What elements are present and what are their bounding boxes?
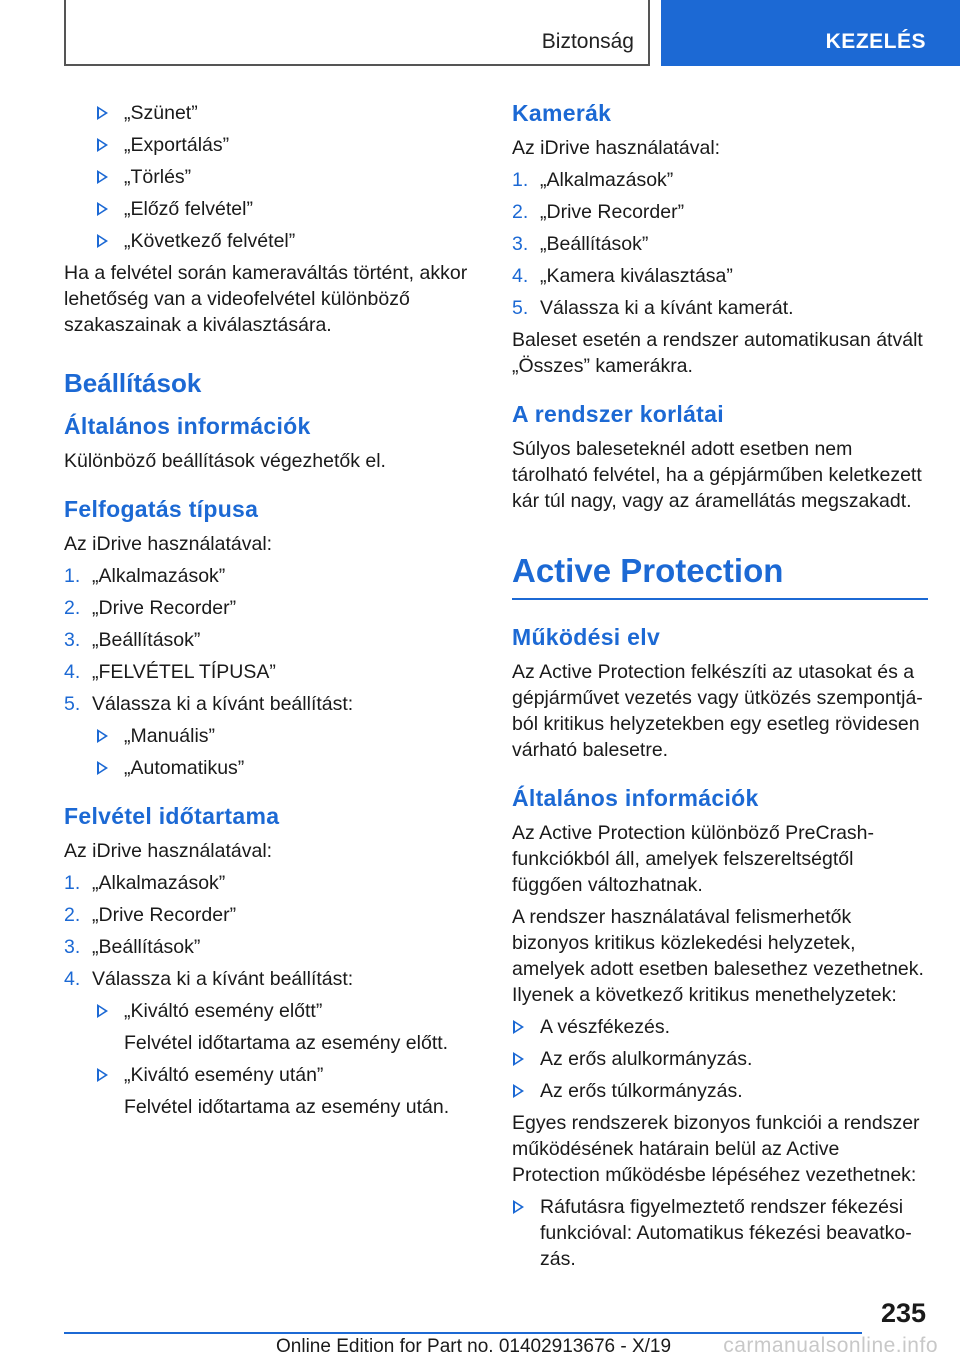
camera-switch-paragraph: Ha a felvétel során kameraváltás történt, akkor lehetőség van a videofelvétel különböző szakaszainak a kiválasztására. — [64, 262, 468, 336]
triangle-bullet-icon — [97, 1004, 108, 1018]
list-item: 1. „Alkalmazások” — [64, 872, 226, 894]
triangle-bullet-icon — [513, 1200, 524, 1214]
header-section-title: Biztonság — [541, 30, 634, 53]
triangle-bullet-icon — [513, 1084, 524, 1098]
triangle-bullet-icon — [97, 761, 108, 775]
list-item: 4. „FELVÉTEL TÍPUSA” — [64, 661, 276, 683]
list-item: 3. „Beállítások” — [64, 629, 201, 651]
triangle-bullet-icon — [97, 729, 108, 743]
left-column — [64, 100, 480, 1126]
triangle-bullet-icon — [513, 1020, 524, 1034]
list-item: „Kiváltó esemény után” Felvétel időtartama az esemény után. — [64, 1062, 480, 1120]
list-item: „Következő felvétel” — [64, 228, 480, 254]
option-note: Felvétel időtartama az esemény előtt. — [124, 1032, 449, 1054]
list-item: 4. Válassza ki a kívánt beállítást: — [64, 968, 354, 990]
list-item: „Manuális” — [64, 723, 480, 749]
header-chapter-box — [661, 0, 960, 66]
recording-type-options — [64, 723, 480, 781]
option-note: Felvétel időtartama az esemény után. — [124, 1096, 450, 1118]
triangle-bullet-icon — [513, 1052, 524, 1066]
triangle-bullet-icon — [97, 1068, 108, 1082]
settings-heading: Beállítások — [64, 368, 202, 398]
header-section-box — [64, 0, 650, 66]
recording-duration-steps — [64, 870, 480, 992]
system-limits-heading: A rendszer korlátai — [512, 401, 724, 427]
list-item: „Előző felvétel” — [64, 196, 480, 222]
recording-duration-heading: Felvétel időtartama — [64, 803, 280, 829]
list-item: Az erős túlkormányzás. — [512, 1078, 928, 1104]
recording-duration-intro: Az iDrive használatával: — [64, 840, 273, 862]
triangle-bullet-icon — [97, 106, 108, 120]
ap-general-info-paragraph-2: A rendszer használatával felismerhetők bizonyos kritikus közlekedési helyzetek, amelyek adott esetben balesethez vezethetnek. Ilyenek a következő kritikus menethelyzetek: — [512, 906, 924, 1006]
footer-edition-text: Online Edition for Part no. 01402913676 - X/19 — [276, 1336, 672, 1357]
triangle-bullet-icon — [97, 170, 108, 184]
pause-export-bullet-list — [64, 100, 480, 254]
recording-type-heading: Felfogatás típusa — [64, 496, 259, 522]
operating-principle-heading: Működési elv — [512, 624, 661, 650]
list-item: 2. „Drive Recorder” — [64, 597, 237, 619]
cameras-heading: Kamerák — [512, 100, 612, 126]
cameras-steps — [512, 167, 928, 321]
active-protection-heading: Active Protection — [512, 552, 928, 600]
triangle-bullet-icon — [97, 138, 108, 152]
ap-general-info-paragraph-1: Az Active Protection különböző PreCrash-funkciókból áll, amelyek felszereltségtől függően változhatnak. — [512, 822, 875, 896]
list-item: 4. „Kamera kiválasztása” — [512, 265, 733, 287]
list-item: 2. „Drive Recorder” — [64, 904, 237, 926]
list-item: 1. „Alkalmazások” — [512, 169, 674, 191]
list-item: „Exportálás” — [64, 132, 480, 158]
list-item: 1. „Alkalmazások” — [64, 565, 226, 587]
cameras-paragraph: Baleset esetén a rendszer automatikusan átvált „Összes” kamerákra. — [512, 329, 923, 377]
general-info-heading: Általános információk — [64, 413, 311, 439]
system-limits-paragraph: Súlyos baleseteknél adott esetben nem tárolható felvétel, ha a gépjárműben keletkezett kár túl nagy, vagy az áramellátás megszakadt. — [512, 438, 922, 512]
list-item: „Automatikus” — [64, 755, 480, 781]
triangle-bullet-icon — [97, 234, 108, 248]
list-item: 5. Válassza ki a kívánt kamerát. — [512, 297, 794, 319]
list-item: 5. Válassza ki a kívánt beállítást: — [64, 693, 354, 715]
recording-type-intro: Az iDrive használatával: — [64, 533, 273, 555]
operating-principle-paragraph: Az Active Protection felkészíti az utasokat és a gépjárművet vezetés vagy ütközés szempontjából kritikus helyzetekben egy esetleg rövidesen várható balesetre. — [512, 661, 923, 761]
ap-general-info-paragraph-3: Egyes rendszerek bizonyos funkciói a rendszer működésének határain belül az Active Protection működésbe lépéséhez vezethetnek: — [512, 1112, 920, 1186]
right-column — [512, 100, 928, 1278]
list-item: 3. „Beállítások” — [512, 233, 649, 255]
list-item: 2. „Drive Recorder” — [512, 201, 685, 223]
list-item: Az erős alulkormányzás. — [512, 1046, 928, 1072]
list-item: „Kiváltó esemény előtt” Felvétel időtartama az esemény előtt. — [64, 998, 480, 1056]
triangle-bullet-icon — [97, 202, 108, 216]
critical-situations-list — [512, 1014, 928, 1104]
list-item: A vészfékezés. — [512, 1014, 928, 1040]
general-info-paragraph: Különböző beállítások végezhetők el. — [64, 450, 386, 472]
trigger-systems-list — [512, 1194, 928, 1272]
header-chapter-title: KEZELÉS — [825, 30, 926, 53]
watermark-text: carmanualsonline.info — [723, 1334, 938, 1357]
list-item: „Törlés” — [64, 164, 480, 190]
list-item: „Szünet” — [64, 100, 480, 126]
cameras-intro: Az iDrive használatával: — [512, 137, 721, 159]
recording-type-steps — [64, 563, 480, 717]
ap-general-info-heading: Általános információk — [512, 785, 759, 811]
recording-duration-options — [64, 998, 480, 1120]
list-item: Ráfutásra figyelmeztető rendszer fékezési funkcióval: Automatikus fékezési beavatkozás. — [512, 1194, 928, 1272]
page-number: 235 — [880, 1298, 926, 1328]
list-item: 3. „Beállítások” — [64, 936, 201, 958]
